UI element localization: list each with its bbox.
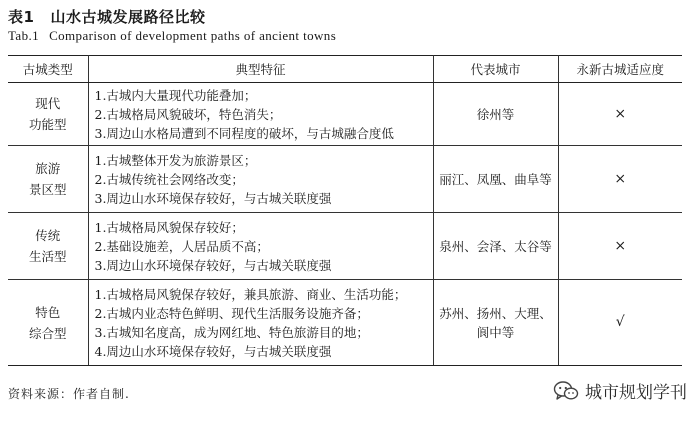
watermark-text: 城市规划学刊 <box>585 383 687 403</box>
type-cell: 传统 生活型 <box>8 213 88 280</box>
source-note: 资料来源：作者自制. <box>8 387 130 401</box>
cities-cell: 泉州、会泽、太谷等 <box>433 213 558 280</box>
table-number-cn: 表1 <box>8 8 35 26</box>
comparison-table <box>8 55 682 366</box>
header-adaptability: 永新古城适应度 <box>558 56 682 83</box>
wechat-icon <box>553 380 579 402</box>
adaptability-cell: √ <box>558 280 682 366</box>
table-title-cn-text: 山水古城发展路径比较 <box>50 8 206 26</box>
features-cell: 1.古城格局风貌保存较好； 2.基础设施差，人居品质不高； 3.周边山水环境保存较好，与古城关联度强 <box>88 213 433 280</box>
features-cell: 1.古城内大量现代功能叠加； 2.古城格局风貌破坏，特色消失； 3.周边山水格局遭到不同程度的破坏，与古城融合度低 <box>88 83 433 146</box>
features-cell: 1.古城整体开发为旅游景区； 2.古城传统社会网络改变； 3.周边山水环境保存较好，与古城关联度强 <box>88 146 433 213</box>
type-cell: 特色 综合型 <box>8 280 88 366</box>
header-cities: 代表城市 <box>433 56 558 83</box>
table-title-cn <box>8 6 205 27</box>
table-number-en: Tab.1 <box>8 28 40 43</box>
table-header-row <box>8 56 682 83</box>
table-row <box>8 83 682 146</box>
watermark <box>553 378 687 403</box>
header-type: 古城类型 <box>8 56 88 83</box>
table-row <box>8 280 682 366</box>
features-cell: 1.古城格局风貌保存较好，兼具旅游、商业、生活功能； 2.古城内业态特色鲜明、现代生活服务设施齐备； 3.古城知名度高，成为网红地、特色旅游目的地； 4.周边山水环境保存较好，与古城关联度强 <box>88 280 433 366</box>
cities-cell: 丽江、凤凰、曲阜等 <box>433 146 558 213</box>
table-title-en-text: Comparison of development paths of ancient towns <box>49 28 337 43</box>
cities-cell: 徐州等 <box>433 83 558 146</box>
adaptability-cell: × <box>558 83 682 146</box>
type-cell: 旅游 景区型 <box>8 146 88 213</box>
header-features: 典型特征 <box>88 56 433 83</box>
table-row <box>8 146 682 213</box>
table-title-en <box>8 28 336 44</box>
table-row <box>8 213 682 280</box>
adaptability-cell: × <box>558 213 682 280</box>
type-cell: 现代 功能型 <box>8 83 88 146</box>
adaptability-cell: × <box>558 146 682 213</box>
cities-cell: 苏州、扬州、大理、 阆中等 <box>433 280 558 366</box>
